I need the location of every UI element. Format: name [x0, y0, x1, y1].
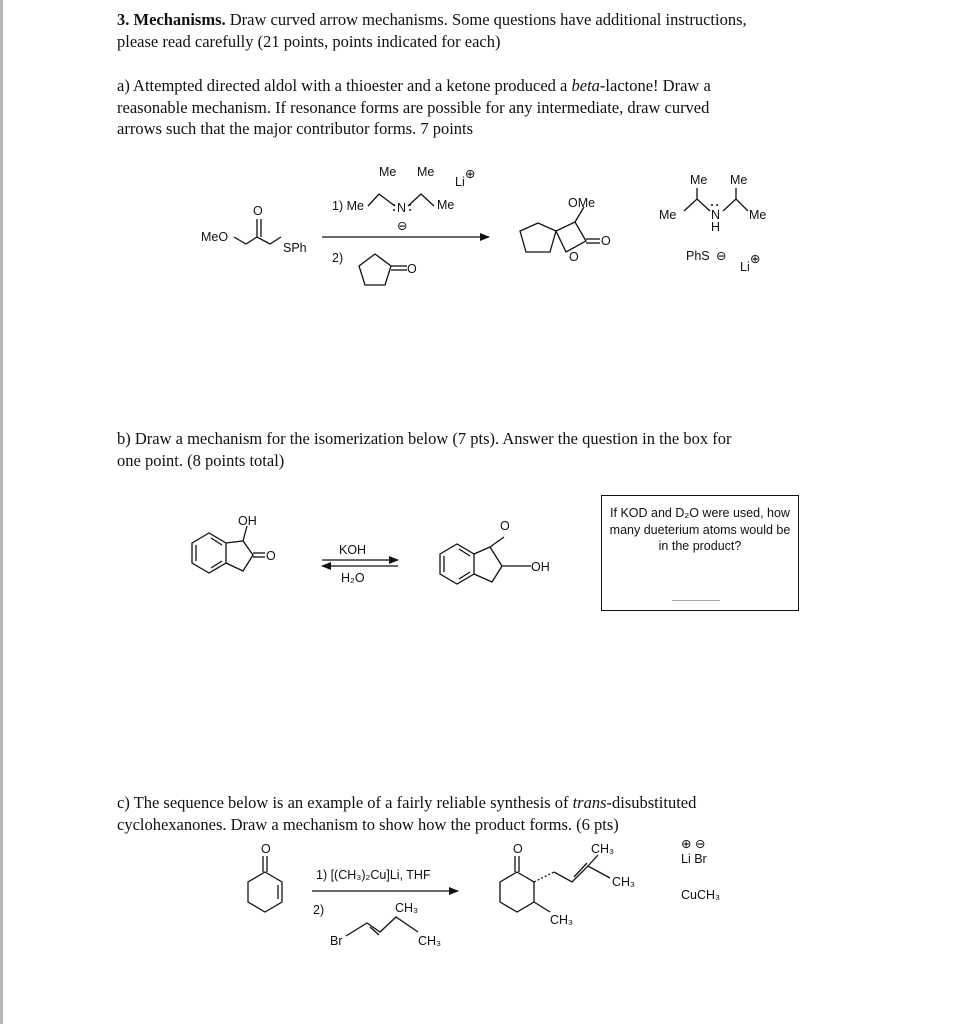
question-title: Mechanisms.	[133, 10, 226, 29]
part-a-line1b: -lactone! Draw a	[599, 76, 711, 95]
lactone-carbonyl-o: O	[601, 234, 611, 248]
reactant-oh: OH	[238, 514, 257, 528]
byproduct-li: Li	[740, 260, 750, 274]
part-a-line3: arrows such that the major contributor forms. 7 points	[117, 119, 474, 138]
byproduct-me-4: Me	[749, 208, 767, 222]
part-c-line2: cyclohexanones. Draw a mechanism to show how the product forms. (6 pts)	[117, 814, 619, 834]
product-ch3-bottom: CH₃	[550, 913, 574, 927]
product-carbonyl-o: O	[513, 842, 523, 856]
reaction-arrow-c	[312, 868, 458, 948]
part-c-line1b: -disubstituted	[606, 793, 697, 812]
lda-base-structure	[332, 165, 475, 233]
equilibrium-arrows	[322, 543, 398, 585]
thioester-structure	[201, 204, 307, 255]
product-oh: OH	[531, 560, 550, 574]
question-number: 3.	[117, 10, 130, 29]
crotyl-ch3-top: CH₃	[395, 901, 419, 915]
phs-label: PhS	[686, 249, 710, 263]
part-a-line1: a) Attempted directed aldol with a thioester and a ketone produced a	[117, 76, 572, 95]
meo-label: MeO	[201, 230, 229, 244]
byproduct-me-2: Me	[730, 173, 748, 187]
libr-label: Li Br	[681, 852, 707, 866]
beta-word: beta	[571, 76, 600, 95]
me-label-2: Me	[417, 165, 435, 179]
amine-byproduct	[659, 173, 766, 274]
enone-o: O	[261, 842, 271, 856]
indanone-reactant	[192, 514, 276, 573]
n-charge: ⊖	[397, 219, 408, 233]
salt-charges: ⊕ ⊖	[681, 837, 706, 851]
trans-disubstituted-product	[500, 842, 635, 927]
sph-label: SPh	[283, 241, 307, 255]
byproduct-n: N	[711, 208, 721, 222]
part-a-line2: reasonable mechanism. If resonance forms are possible for any intermediate, draw curved	[117, 97, 710, 117]
me-label-1: Me	[379, 165, 397, 179]
byproducts-c	[681, 837, 720, 902]
li-charge: ⊕	[465, 167, 476, 181]
byproduct-me-3: Me	[659, 208, 677, 222]
step1-label: 1) Me	[332, 199, 364, 213]
product-ch3-top: CH₃	[591, 842, 615, 856]
byproduct-li-charge: ⊕	[750, 252, 761, 266]
byproduct-h: H	[711, 220, 721, 234]
koh-label: KOH	[339, 543, 367, 557]
reactant-o: O	[266, 549, 276, 563]
indene-product	[440, 519, 550, 584]
part-b-line2: one point. (8 points total)	[117, 450, 285, 470]
cyclopentanone-structure	[359, 254, 417, 285]
cuch3-label: CuCH₃	[681, 888, 721, 902]
lactone-ring-o: O	[569, 250, 579, 264]
ome-label: OMe	[568, 196, 596, 210]
beta-lactone-product	[520, 196, 611, 264]
byproduct-me-1: Me	[690, 173, 708, 187]
product-ch3-right: CH₃	[612, 875, 636, 889]
br-label: Br	[330, 934, 343, 948]
thioester-o: O	[253, 204, 263, 218]
phs-charge: ⊖	[716, 249, 727, 263]
crotyl-ch3-bottom: CH₃	[418, 934, 442, 948]
part-c-line1: c) The sequence below is an example of a fairly reliable synthesis of	[117, 793, 573, 812]
trans-word: trans	[572, 793, 607, 812]
water-label: H₂O	[341, 571, 365, 585]
cyclohexenone-reactant	[248, 842, 282, 912]
cuprate-step: 1) [(CH₃)₂Cu]Li, THF	[316, 868, 431, 882]
me-label-3: Me	[437, 198, 455, 212]
header-intro: Draw curved arrow mechanisms. Some questions have additional instructions,	[229, 10, 747, 29]
step2-label: 2)	[332, 251, 344, 265]
reaction-arrow-a	[322, 237, 489, 265]
step2-c-label: 2)	[313, 903, 325, 917]
product-o: O	[500, 519, 510, 533]
header-intro-2: please read carefully (21 points, points indicated for each)	[117, 31, 501, 51]
deuterium-question: If KOD and D₂O were used, how many dueterium atoms would be in the product?	[609, 506, 791, 553]
part-b-line1: b) Draw a mechanism for the isomerization below (7 pts). Answer the question in the box for	[117, 429, 732, 448]
cyclopentanone-o: O	[407, 262, 417, 276]
li-label: Li	[455, 175, 465, 189]
amide-n: N	[397, 201, 407, 215]
